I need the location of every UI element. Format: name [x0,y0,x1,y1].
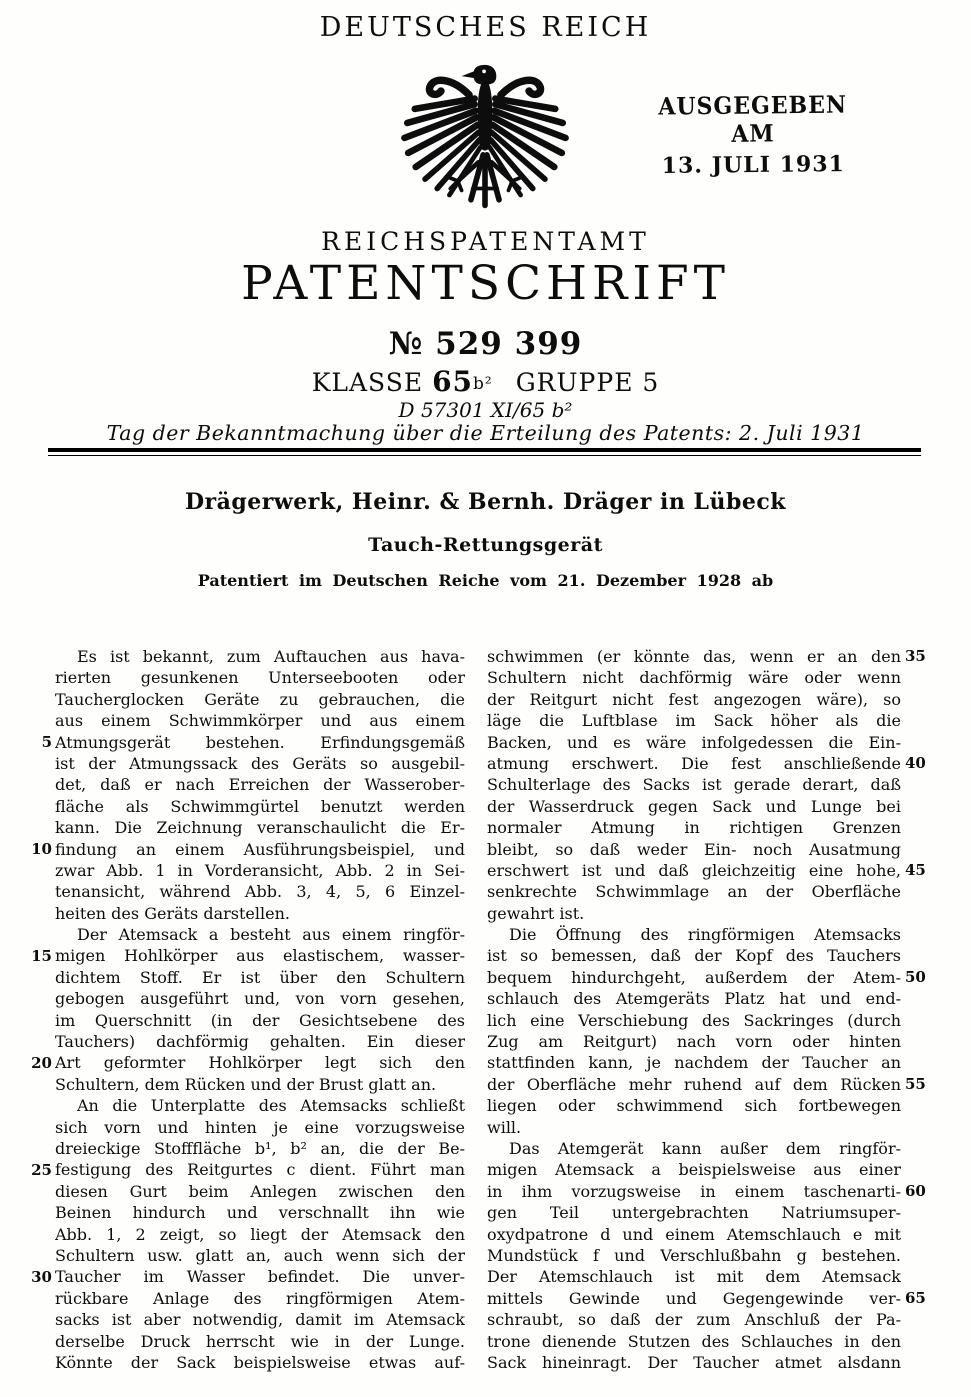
text-line: zwar Abb. 1 in Vorderansicht, Abb. 2 in Sei- [55,860,465,880]
text-line: Könnte der Sack beispielsweise etwas auf- [55,1352,465,1372]
text-line: Schultern, dem Rücken und der Brust glatt an. [55,1074,437,1094]
left-column-text [55,646,465,1373]
line-number: 25 [31,1160,52,1179]
class-label: KLASSE [311,368,424,397]
text-line: läge die Luftblase im Sack höher als die [487,711,901,731]
invention-title: Tauch-Rettungsgerät [368,534,603,556]
line-number: 55 [905,1075,926,1093]
text-line: diesen Gurt beim Anlegen zwischen den [55,1181,465,1201]
text-line: Mundstück f und Verschlußbahn g bestehen. [487,1245,901,1265]
document-type-heading: PATENTSCHRIFT [241,256,730,311]
text-line: Taucherglocken Geräte zu gebrauchen, die [55,689,465,709]
patent-office-heading: REICHSPATENTAMT [321,227,650,256]
right-column-text [487,646,901,1373]
line-number: 50 [905,968,926,986]
text-line: erschwert ist und daß gleichzeitig eine hohe, [487,860,901,880]
group-label: GRUPPE 5 [515,368,660,397]
text-line: normaler Atmung in richtigen Grenzen [487,818,901,838]
text-line: ist so bemessen, daß der Kopf des Tauchers [487,946,901,966]
text-line: Der Atemschlauch ist mit dem Atemsack [487,1267,901,1287]
text-line: der Reitgurt nicht fest angezogen wäre), so [487,689,901,709]
issue-date-stamp [658,90,849,179]
text-line: stattfinden kann, je nachdem der Taucher an [487,1053,901,1073]
header-divider-rule [48,448,921,456]
text-line: derselbe Druck herrscht wie in der Lunge. [55,1331,465,1351]
text-line: bequem hindurchgeht, außerdem der Atem- [487,967,901,987]
text-line: tenansicht, während Abb. 3, 4, 5, 6 Einzel- [55,882,465,902]
text-line: der Oberfläche mehr ruhend auf dem Rücken [487,1074,901,1094]
left-column [55,646,465,1373]
text-line: bleibt, so daß weder Ein- noch Ausatmung [487,839,901,859]
text-line: migen Hohlkörper aus elastischem, wasser- [55,946,465,966]
class-group-line [0,365,971,398]
text-line: kann. Die Zeichnung veranschaulicht die Er- [55,818,465,838]
text-line: oxydpatrone d und einem Atemschlauch e mit [487,1224,901,1244]
text-line: det, daß er nach Erreichen der Wasserober- [55,775,465,795]
text-line: Schultern usw. glatt an, auch wenn sich der [55,1245,465,1265]
text-line: migen Atemsack a beispielsweise aus einer [487,1160,901,1180]
stamp-issued-label: AUSGEGEBEN AM [658,90,848,149]
text-line: gen Teil untergebrachten Natriumsuper- [487,1203,901,1223]
text-line: Atmungsgerät bestehen. Erfindungsgemäß [55,732,465,752]
text-line: Es ist bekannt, zum Auftauchen aus hava- [77,647,465,666]
text-line: aus einem Schwimmkörper und aus einem [55,711,465,731]
text-line: in ihm vorzugsweise in einem taschenarti- [487,1181,901,1201]
right-column [487,646,901,1373]
country-heading: DEUTSCHES REICH [319,12,652,43]
text-line: sacks ist aber notwendig, damit im Atemsack [55,1310,465,1330]
text-line: senkrechte Schwimmlage an der Oberfläche [487,882,901,902]
text-line: Art geformter Hohlkörper legt sich den [55,1053,465,1073]
line-number: 35 [905,647,926,665]
text-line: An die Unterplatte des Atemsacks schließt [77,1096,465,1116]
text-line: im Querschnitt (in der Gesichtsebene des [55,1010,465,1030]
text-line: ist der Atmungssack des Geräts so ausgebil- [55,753,465,773]
text-line: Taucher im Wasser befindet. Die unver- [55,1267,465,1287]
text-line: festigung des Reitgurtes c dient. Führt man [55,1160,465,1180]
announcement-line: Tag der Bekanntmachung über die Erteilung des Patents: 2. Juli 1931 [106,421,865,445]
text-line: heiten des Geräts darstellen. [55,903,290,923]
text-line: Abb. 1, 2 zeigt, so liegt der Atemsack den [55,1224,465,1244]
line-number: 40 [905,754,926,772]
line-number: 20 [31,1053,52,1072]
text-line: mittels Gewinde und Gegengewinde ver- [487,1288,901,1308]
text-line: rierten gesunkenen Unterseebooten oder [55,668,465,688]
text-line: rückbare Anlage des ringförmigen Atem- [55,1288,465,1308]
text-line: trone dienende Stutzen des Schlauches in den [487,1331,901,1351]
text-line: sich vorn und hinten je eine vorzugsweise [55,1117,465,1137]
text-line: Die Öffnung des ringförmigen Atemsacks [509,925,901,945]
line-number: 10 [31,839,52,858]
text-line: Schulterlage des Sacks ist gerade derart, daß [487,775,901,795]
line-number: 30 [31,1267,52,1286]
line-number: 65 [905,1289,926,1307]
line-number: 60 [905,1182,926,1200]
reichsadler-eagle-icon [396,57,574,217]
line-number: 5 [41,732,52,751]
text-line: Der Atemsack a besteht aus einem ringför- [77,925,465,945]
text-line: lich eine Verschiebung des Sackringes (durch [487,1010,901,1030]
text-line: Beinen hindurch und verschnallt ihn wie [55,1203,465,1223]
text-line: will. [487,1117,522,1137]
line-number: 45 [905,861,926,879]
line-number: 15 [31,946,52,965]
text-line: fläche als Schwimmgürtel benutzt werden [55,796,465,816]
text-line: Backen, und es wäre infolgedessen die Ein- [487,732,901,752]
text-line: Zug am Reitgurt) nach vorn oder hinten [487,1032,901,1052]
text-line: findung an einem Ausführungsbeispiel, und [55,839,465,859]
text-line: gewahrt ist. [487,903,585,923]
text-line: Das Atemgerät kann außer dem ringför- [509,1138,901,1158]
body-columns [0,646,971,1386]
text-line: Sack hineinragt. Der Taucher atmet alsdann [487,1352,901,1372]
text-line: dichtem Stoff. Er ist über den Schultern [55,967,465,987]
text-line: dreieckige Stofffläche b¹, b² an, die der Be- [55,1138,465,1158]
class-subclass: b² [473,374,493,394]
assignee-name: Drägerwerk, Heinr. & Bernh. Dräger in Lübeck [184,489,787,515]
text-line: der Wasserdruck gegen Sack und Lunge bei [487,796,901,816]
stamp-issue-date: 13. JULI 1931 [661,151,846,179]
text-line: schraubt, so daß der zum Anschluß der Pa- [487,1310,901,1330]
text-line: atmung erschwert. Die fest anschließende [487,753,901,773]
text-line: schwimmen (er könnte das, wenn er an den [487,647,901,666]
patent-number: № 529 399 [388,326,583,362]
text-line: Schultern nicht dachförmig wäre oder wenn [487,668,901,688]
text-line: schlauch des Atemgeräts Platz hat und end- [487,989,901,1009]
file-reference: D 57301 XI/65 b² [398,398,573,422]
class-value: 65 [432,365,474,398]
text-line: Tauchers) dachförmig gehalten. Ein dieser [55,1032,465,1052]
patented-date-line: Patentiert im Deutschen Reiche vom 21. Dezember 1928 ab [197,571,774,590]
text-line: liegen oder schwimmend sich fortbewegen [487,1096,901,1116]
text-line: gebogen ausgeführt und, von vorn gesehen, [55,989,465,1009]
